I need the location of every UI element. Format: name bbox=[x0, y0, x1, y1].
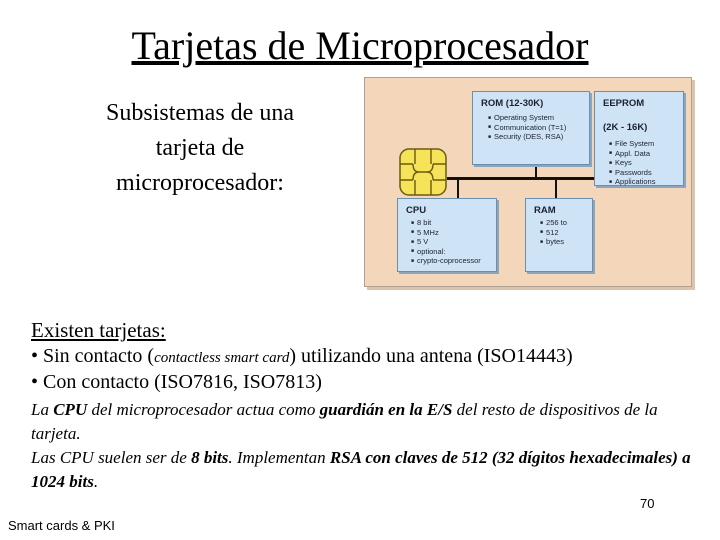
ram-item: ■ 256 to bbox=[540, 218, 567, 228]
cpu-box bbox=[397, 198, 497, 272]
eeprom-item: ■ Passwords bbox=[609, 168, 655, 178]
eeprom-subtitle: (2K - 16K) bbox=[603, 122, 648, 133]
rom-item: ■ Security (DES, RSA) bbox=[488, 132, 566, 142]
rom-item: ■ Communication (T=1) bbox=[488, 123, 566, 133]
rom-item: ■ Operating System bbox=[488, 113, 566, 123]
para-text: Las CPU suelen ser de bbox=[31, 448, 192, 467]
para-bold-rsa: RSA con claves de 512 (32 dígitos hexadecimales) a 1024 bits bbox=[31, 448, 691, 491]
bus-cpu-line bbox=[457, 178, 459, 198]
bullet-contactless-pre: • Sin contacto ( bbox=[31, 345, 155, 367]
cpu-item: ■ 8 bit bbox=[411, 218, 481, 228]
page-number: 70 bbox=[640, 496, 655, 511]
ram-item: ■ bytes bbox=[540, 237, 567, 247]
eeprom-item: ■ File System bbox=[609, 139, 655, 149]
slide-title: Tarjetas de Microprocesador bbox=[131, 23, 589, 68]
cpu-description-paragraph bbox=[31, 398, 691, 494]
cpu-item: ■ 5 MHz bbox=[411, 228, 481, 238]
para-text: del microprocesador actua como bbox=[87, 400, 320, 419]
ram-item: ■ 512 bbox=[540, 228, 567, 238]
eeprom-item: ■ Keys bbox=[609, 158, 655, 168]
rom-title: ROM (12-30K) bbox=[481, 98, 544, 109]
bus-rom-line bbox=[535, 164, 537, 178]
para-bold-cpu: CPU bbox=[53, 400, 88, 419]
existing-cards-heading: Existen tarjetas: bbox=[31, 318, 166, 342]
para-text: . Implementan bbox=[228, 448, 330, 467]
ram-box bbox=[525, 198, 593, 272]
para-bold-guardian: guardián en la E/S bbox=[319, 400, 453, 419]
subsystems-text: Subsistemas de una tarjeta de microprocesador: bbox=[106, 100, 294, 196]
bullet-contact: • Con contacto (ISO7816, ISO7813) bbox=[31, 371, 322, 393]
para-text: . bbox=[93, 472, 99, 491]
bullet-contactless-post: ) utilizando una antena (ISO14443) bbox=[289, 345, 573, 367]
cpu-item: ■ 5 V bbox=[411, 237, 481, 247]
smartcard-chip-icon bbox=[399, 148, 447, 196]
bullet-contactless-term: contactless smart card bbox=[154, 350, 290, 366]
eeprom-item: ■ Appl. Data bbox=[609, 149, 655, 159]
ram-title: RAM bbox=[534, 205, 556, 216]
eeprom-box bbox=[594, 91, 684, 186]
eeprom-item: ■ Applications bbox=[609, 177, 655, 187]
smartcard-diagram bbox=[364, 77, 692, 287]
rom-box bbox=[472, 91, 590, 165]
para-text: La bbox=[31, 400, 54, 419]
eeprom-title: EEPROM bbox=[603, 98, 645, 109]
para-text: del resto de dispositivos de la tarjeta. bbox=[31, 400, 658, 443]
para-bold-bits: 8 bits bbox=[191, 448, 229, 467]
bullet-contactless bbox=[31, 345, 573, 368]
footer-text: Smart cards & PKI bbox=[8, 518, 115, 533]
bus-ram-line bbox=[555, 178, 557, 198]
cpu-title: CPU bbox=[406, 205, 427, 216]
cpu-item: ■ crypto-coprocessor bbox=[411, 256, 481, 266]
cpu-item: ■ optional: bbox=[411, 247, 481, 257]
